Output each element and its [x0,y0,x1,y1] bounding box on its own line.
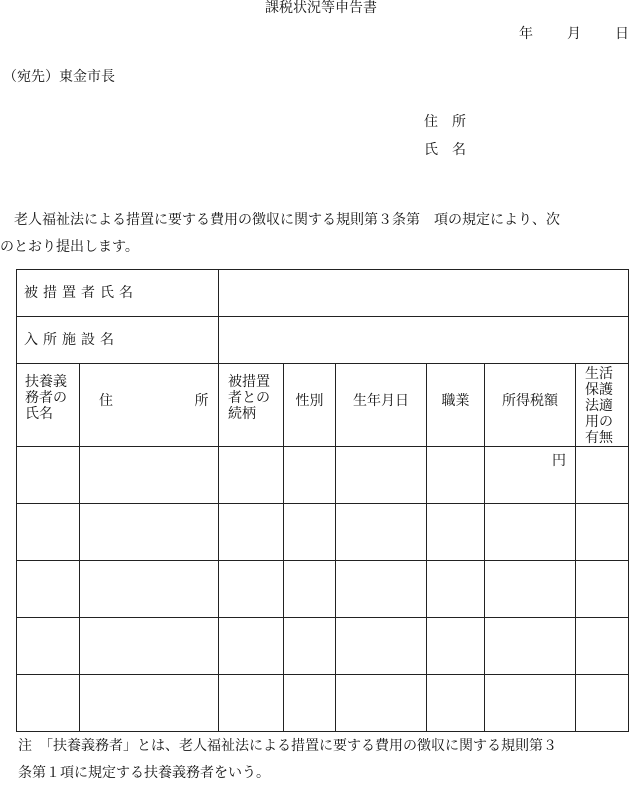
table-row [17,618,629,675]
cell-birthdate[interactable] [336,618,427,675]
facility-row [17,317,629,364]
cell-birthdate[interactable] [336,504,427,561]
col-gender: 性別 [284,364,336,447]
col-occupation: 職業 [427,364,485,447]
cell-supporter-name[interactable] [17,675,80,732]
facility-field[interactable] [219,317,629,364]
cell-address[interactable] [80,618,219,675]
footnote-line-2: 条第１項に規定する扶養義務者をいう。 [18,765,270,781]
facility-label: 入所施設名 [17,317,219,364]
cell-occupation[interactable] [427,561,485,618]
cell-address[interactable] [80,561,219,618]
cell-supporter-name[interactable] [17,504,80,561]
header-row [17,364,629,447]
declaration-table [16,269,629,732]
col-relation: 被措置者との続柄 [219,364,284,447]
table-row [17,675,629,732]
cell-gender[interactable] [284,447,336,504]
footnote-line-1: 注 「扶養義務者」とは、老人福祉法による措置に要する費用の徴収に関する規則第３ [18,738,557,754]
cell-income-tax[interactable] [485,618,576,675]
intro-paragraph [0,207,642,261]
cell-occupation[interactable] [427,504,485,561]
cell-address[interactable] [80,675,219,732]
cell-gender[interactable] [284,618,336,675]
cell-occupation[interactable] [427,675,485,732]
col-supporter-name: 扶養義務者の氏名 [17,364,80,447]
cell-supporter-name[interactable] [17,561,80,618]
cell-occupation[interactable] [427,618,485,675]
cell-gender[interactable] [284,675,336,732]
date-year-label: 年 [519,26,533,42]
cell-income-tax[interactable] [485,447,576,504]
cell-relation[interactable] [219,504,284,561]
person-name-label: 被措置者氏名 [17,270,219,317]
cell-occupation[interactable] [427,447,485,504]
col-income-tax: 所得税額 [485,364,576,447]
col-welfare: 生活保護法適用の有無 [576,364,629,447]
yen-unit: 円 [552,453,566,469]
document-title: 課税状況等申告書 [265,0,377,16]
cell-supporter-name[interactable] [17,447,80,504]
cell-gender[interactable] [284,504,336,561]
table-row [17,504,629,561]
cell-gender[interactable] [284,561,336,618]
cell-relation[interactable] [219,561,284,618]
date-month-label: 月 [567,26,581,42]
cell-relation[interactable] [219,618,284,675]
table-row [17,561,629,618]
col-address-left: 住 [99,393,113,409]
cell-address[interactable] [80,447,219,504]
cell-relation[interactable] [219,675,284,732]
cell-welfare[interactable] [576,447,629,504]
cell-income-tax[interactable] [485,504,576,561]
cell-welfare[interactable] [576,504,629,561]
applicant-address-label: 住 所 [424,114,466,130]
cell-birthdate[interactable] [336,675,427,732]
cell-birthdate[interactable] [336,447,427,504]
footnote [18,733,642,787]
cell-relation[interactable] [219,447,284,504]
person-name-row [17,270,629,317]
cell-address[interactable] [80,504,219,561]
col-address [80,364,219,447]
intro-line-2: のとおり提出します。 [0,239,139,255]
intro-line-1: 老人福祉法による措置に要する費用の徴収に関する規則第３条第 項の規定により、次 [14,212,560,228]
person-name-field[interactable] [219,270,629,317]
addressee: （宛先）東金市長 [3,69,115,85]
cell-welfare[interactable] [576,618,629,675]
cell-income-tax[interactable] [485,675,576,732]
cell-welfare[interactable] [576,675,629,732]
date-day-label: 日 [615,26,629,42]
applicant-name-label: 氏 名 [424,142,466,158]
cell-income-tax[interactable] [485,561,576,618]
cell-welfare[interactable] [576,561,629,618]
col-address-right: 所 [194,393,209,409]
cell-supporter-name[interactable] [17,618,80,675]
cell-birthdate[interactable] [336,561,427,618]
col-birthdate: 生年月日 [336,364,427,447]
table-row [17,447,629,504]
